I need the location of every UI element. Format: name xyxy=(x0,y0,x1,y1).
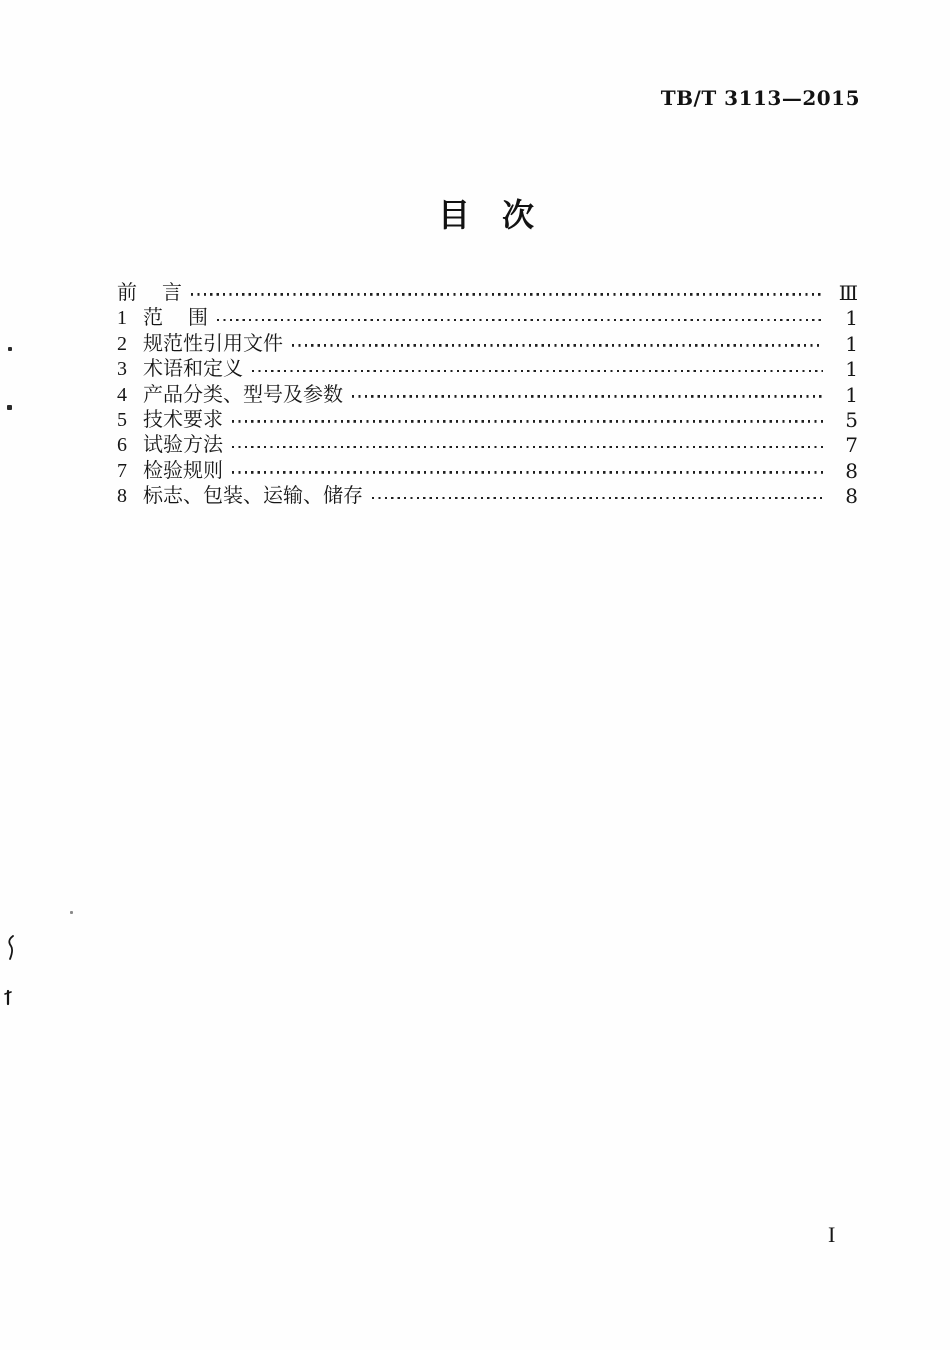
dot-leader xyxy=(232,446,823,449)
toc-row xyxy=(117,306,858,331)
toc-item-page: 5 xyxy=(845,407,858,432)
toc-row xyxy=(117,332,858,357)
page-title: 目 次 xyxy=(437,196,534,234)
toc-row xyxy=(117,484,858,509)
scan-artifact-squiggle xyxy=(5,935,17,961)
toc-item-title: 检验规则 xyxy=(143,459,223,482)
dot-leader xyxy=(232,471,823,474)
scan-artifact-dot xyxy=(70,911,73,914)
toc-row xyxy=(117,357,858,382)
toc-row xyxy=(117,383,858,408)
toc-item-number: 7 xyxy=(117,459,127,482)
toc-item-title: 标志、包装、运输、储存 xyxy=(143,485,363,508)
toc-item-page: 1 xyxy=(845,331,858,356)
standard-code: TB/T 3113—2015 xyxy=(660,86,860,110)
dot-leader xyxy=(372,497,823,500)
scan-artifact-dot xyxy=(8,347,12,351)
dot-leader xyxy=(252,370,823,373)
dot-leader xyxy=(191,293,823,296)
toc-item-page: Ⅲ xyxy=(838,281,858,305)
folio-page-number: I xyxy=(828,1222,836,1247)
toc-row xyxy=(117,433,858,458)
dot-leader xyxy=(352,395,823,398)
toc-item-page: 8 xyxy=(845,484,858,509)
dot-leader xyxy=(292,344,823,347)
toc-item-title: 规范性引用文件 xyxy=(143,332,283,355)
toc-item-number: 2 xyxy=(117,332,127,355)
scan-artifact-tick xyxy=(4,989,14,1007)
toc-row xyxy=(117,459,858,484)
toc-row xyxy=(117,408,858,433)
toc-row xyxy=(117,281,858,306)
scan-artifact-dot xyxy=(7,405,12,410)
toc-item-number: 5 xyxy=(117,408,127,431)
toc-item-title: 范 围 xyxy=(143,307,208,330)
toc-item-page: 7 xyxy=(845,433,858,458)
toc-item-title: 试验方法 xyxy=(143,434,223,457)
toc-item-number: 3 xyxy=(117,358,127,381)
toc-item-title: 技术要求 xyxy=(143,408,223,431)
dot-leader xyxy=(232,420,823,423)
toc-item-title: 产品分类、型号及参数 xyxy=(143,383,343,406)
toc-item-title: 前 言 xyxy=(117,282,182,304)
toc-item-number: 4 xyxy=(117,383,127,406)
toc-item-page: 1 xyxy=(845,306,858,331)
dot-leader xyxy=(217,319,823,322)
toc-item-number: 6 xyxy=(117,434,127,457)
toc-list xyxy=(117,281,858,510)
toc-item-page: 1 xyxy=(845,357,858,382)
toc-item-title: 术语和定义 xyxy=(143,358,243,381)
toc-item-number: 1 xyxy=(117,307,127,330)
toc-item-page: 8 xyxy=(845,458,858,483)
toc-item-page: 1 xyxy=(845,382,858,407)
toc-item-number: 8 xyxy=(117,485,127,508)
